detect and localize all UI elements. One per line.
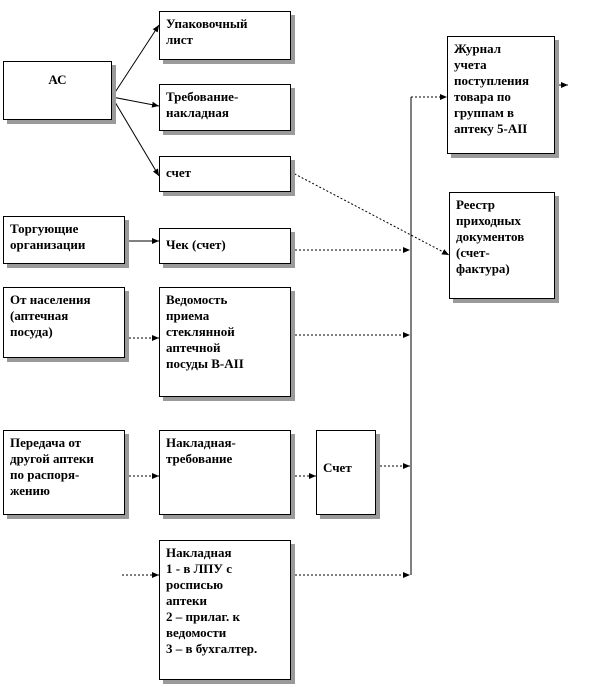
node-invoice-lpu: Накладная 1 - в ЛПУ с росписью аптеки 2 – прилаг. к ведомости 3 – в бухгалтер. [159,540,291,680]
node-invoice-account: Счет [316,430,376,515]
node-packing-list: Упаковочный лист [159,11,291,60]
node-glass-statement: Ведомость приема стеклянной аптечной посуды В-АII [159,287,291,397]
node-account: счет [159,156,291,192]
node-registry: Реестр приходных документов (счет- фактура) [449,192,555,299]
arrow-account-registry [291,172,449,255]
node-journal: Журнал учета поступления товара по группам в аптеку 5-АII [447,36,555,154]
node-transfer: Передача от другой аптеки по распоря- жению [3,430,125,515]
arrow-as-packing [112,25,159,97]
node-as: АС [3,61,112,120]
node-invoice-requirement: Накладная- требование [159,430,291,515]
node-check: Чек (счет) [159,228,291,264]
node-requirement-invoice: Требование- накладная [159,84,291,131]
node-from-population: От населения (аптечная посуда) [3,287,125,358]
arrow-as-requirement [112,97,159,106]
node-trade-orgs: Торгующие организации [3,216,125,264]
arrow-as-account [112,97,159,176]
